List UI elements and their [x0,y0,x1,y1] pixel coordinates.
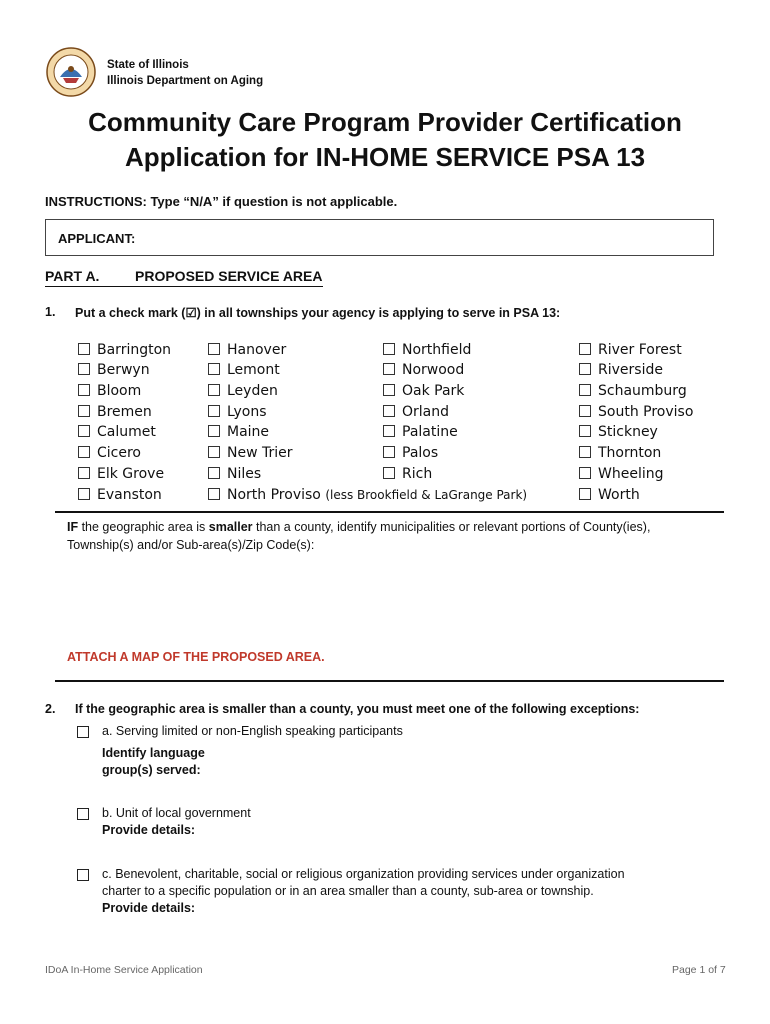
department-name: Illinois Department on Aging [107,75,264,87]
checkbox-icon [579,467,591,479]
geographic-area-field[interactable] [67,560,717,640]
applicant-field[interactable] [45,219,714,256]
checkbox-icon [383,405,395,417]
option-a-details-field[interactable] [240,745,710,785]
township-checkbox[interactable]: Wheeling [579,466,663,482]
checkbox-icon [78,488,90,500]
checkbox-icon [383,446,395,458]
option-b-details-label: Provide details: [102,823,196,837]
checkbox-icon [208,425,220,437]
option-a-text: a. Serving limited or non-English speaking participants [102,724,403,738]
township-checkbox[interactable]: Palos [383,445,438,461]
township-checkbox[interactable]: Stickney [579,424,658,440]
township-checkbox[interactable]: Hanover [208,342,286,358]
document-title-line2: Application for IN-HOME SERVICE PSA 13 [124,142,646,172]
agency-header [107,57,263,89]
checkbox-icon [579,343,591,355]
instructions: INSTRUCTIONS: Type “N/A” if question is not applicable. [45,194,398,209]
option-b-checkbox[interactable] [77,808,89,820]
option-a-checkbox[interactable] [77,726,89,738]
township-checkbox[interactable]: Worth [579,487,640,503]
checkbox-icon [579,384,591,396]
checkbox-icon [383,425,395,437]
township-checkbox[interactable]: Bloom [78,383,141,399]
document-title-line1: Community Care Program Provider Certification [88,107,682,137]
checkbox-icon [579,363,591,375]
checkbox-icon [383,467,395,479]
part-a-underline [45,286,323,287]
checkbox-icon [208,384,220,396]
part-a-title: PROPOSED SERVICE AREA [135,268,323,284]
township-checkbox[interactable]: Cicero [78,445,141,461]
section-divider [55,511,724,513]
checkbox-icon [208,405,220,417]
checkbox-icon [383,384,395,396]
checkbox-icon [78,405,90,417]
township-checkbox[interactable]: Riverside [579,362,663,378]
attach-map-notice: ATTACH A MAP OF THE PROPOSED AREA. [67,650,325,664]
township-checkbox[interactable]: Lyons [208,404,267,420]
option-c-checkbox[interactable] [77,869,89,881]
township-checkbox[interactable]: Evanston [78,487,162,503]
checkbox-icon [383,343,395,355]
township-checkbox[interactable]: Bremen [78,404,152,420]
question-1-text: Put a check mark (☑) in all townships your agency is applying to serve in PSA 13: [75,306,561,320]
township-checkbox[interactable]: Norwood [383,362,464,378]
township-checkbox[interactable]: Rich [383,466,432,482]
checkbox-icon [78,467,90,479]
township-checkbox[interactable]: Orland [383,404,449,420]
geographic-area-instructions: IF the geographic area is smaller than a county, identify municipalities or relevant portions of County(ies), Township(s) and/or Sub-area(s)/Zip Code(s): [67,520,651,552]
township-checkbox[interactable]: Thornton [579,445,661,461]
checkbox-icon [579,405,591,417]
part-a-number: PART A. [45,268,100,284]
checkbox-icon [78,343,90,355]
question-2-text: If the geographic area is smaller than a county, you must meet one of the following exceptions: [75,702,640,716]
township-checkbox[interactable]: Northfield [383,342,471,358]
township-checkbox[interactable]: Niles [208,466,261,482]
township-checkbox[interactable]: Palatine [383,424,458,440]
township-checkbox[interactable]: River Forest [579,342,682,358]
township-checkbox[interactable]: Maine [208,424,269,440]
township-checkbox[interactable]: Leyden [208,383,278,399]
applicant-label: APPLICANT: [58,231,136,246]
township-checkbox[interactable]: Barrington [78,342,171,358]
checkbox-icon [208,467,220,479]
question-2-number: 2. [45,702,56,716]
checkbox-icon [579,425,591,437]
option-b-text: b. Unit of local government [102,806,251,820]
township-checkbox[interactable]: Berwyn [78,362,150,378]
checkbox-icon [208,343,220,355]
option-b-details-field[interactable] [200,822,710,852]
township-checkbox[interactable]: Calumet [78,424,156,440]
checkbox-icon [579,446,591,458]
checkbox-icon [208,363,220,375]
township-checkbox[interactable]: Oak Park [383,383,464,399]
option-c-details-field[interactable] [200,900,710,940]
option-c-details-label: Provide details: [102,901,196,915]
checkbox-icon [78,425,90,437]
checkbox-icon [208,446,220,458]
checkbox-icon [78,446,90,458]
township-checkbox[interactable]: New Trier [208,445,293,461]
township-checkbox[interactable]: North Proviso (less Brookfield & LaGrange Park) [208,487,527,503]
option-c-text: c. Benevolent, charitable, social or religious organization providing services under organization charter to a specific population or in an area smaller than a county, sub-area or township. [102,867,625,898]
township-checkbox[interactable]: Elk Grove [78,466,164,482]
checkbox-icon [208,488,220,500]
footer-page-number: Page 1 of 7 [672,964,726,976]
option-a-details-label: Identify language group(s) served: [102,746,205,777]
township-checkbox[interactable]: Lemont [208,362,280,378]
township-checkbox[interactable]: Schaumburg [579,383,687,399]
state-seal-icon [46,47,96,97]
state-name: State of Illinois [107,59,189,71]
checkbox-icon [579,488,591,500]
checkbox-icon [78,384,90,396]
footer-document-name: IDoA In-Home Service Application [45,964,203,976]
question-1-number: 1. [45,305,56,319]
township-checkbox[interactable]: South Proviso [579,404,693,420]
section-divider [55,680,724,682]
checkbox-icon [78,363,90,375]
checkbox-icon [383,363,395,375]
township-note: (less Brookfield & LaGrange Park) [325,488,528,502]
